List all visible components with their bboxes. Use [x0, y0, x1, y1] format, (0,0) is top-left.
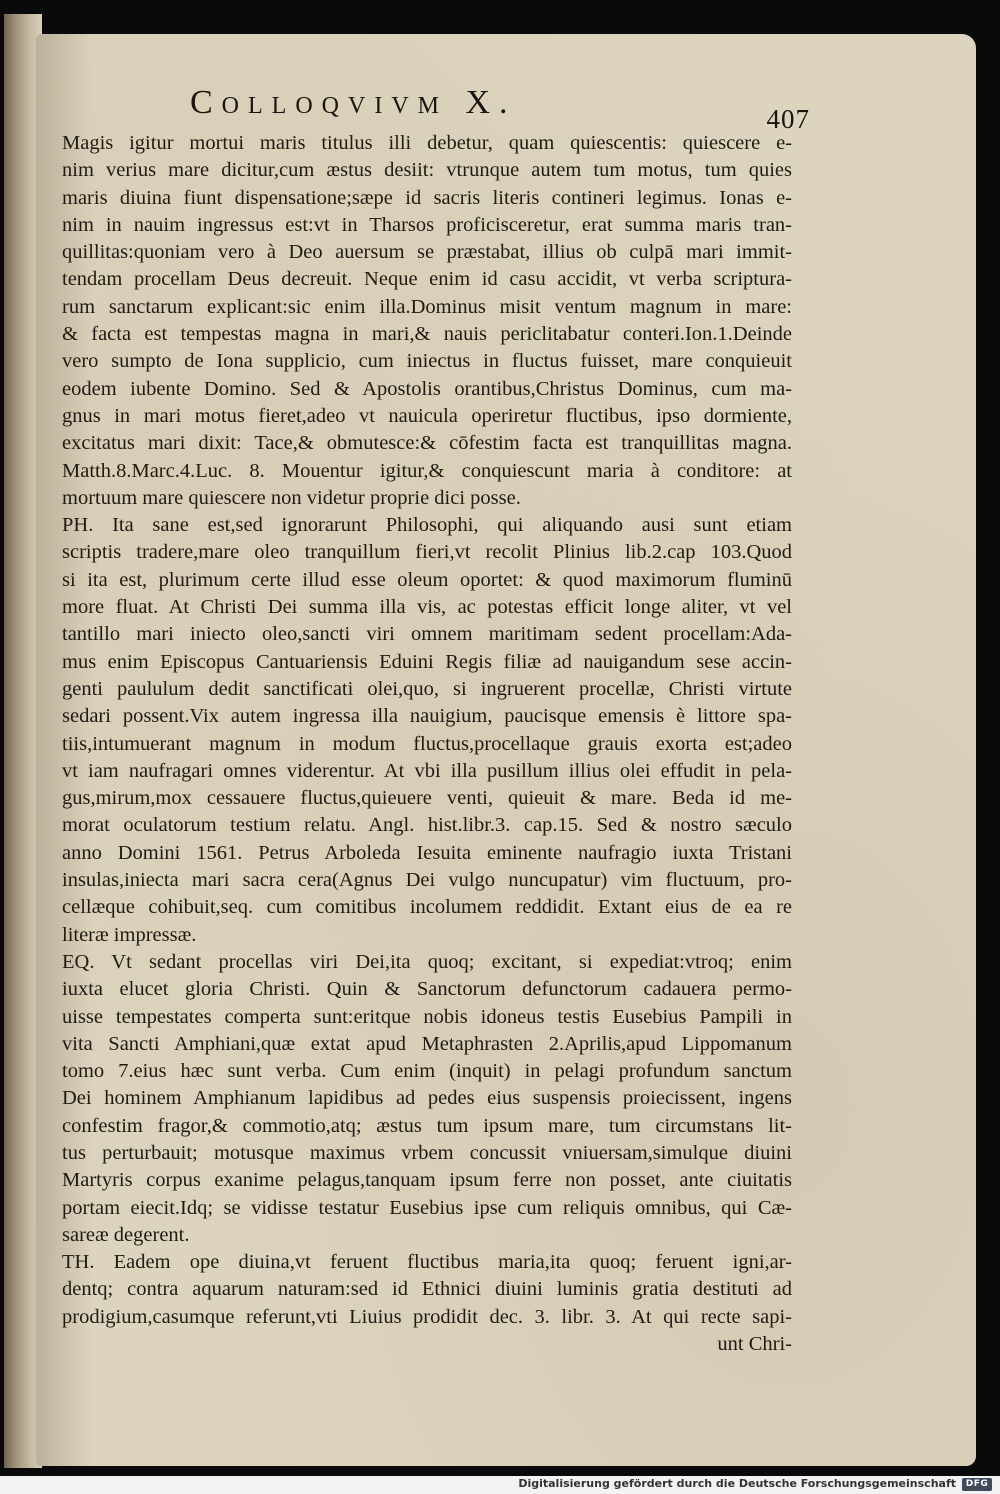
text-line: gus,mirum,mox cessauere fluctus,quieuere venti, quieuit & mare. Beda id me- — [62, 787, 792, 810]
funding-notice: Digitalisierung gefördert durch die Deutsche Forschungsgemeinschaft — [518, 1477, 956, 1490]
text-line: morat oculatorum testium relatu. Angl. hist.libr.3. cap.15. Sed & nostro sæculo — [62, 814, 792, 837]
text-line: vita Sancti Amphiani,quæ extat apud Metaphrasten 2.Aprilis,apud Lippomanum — [62, 1032, 792, 1055]
text-line: tantillo mari iniecto oleo,sancti viri omnem maritimam sedent procellam:Ada- — [62, 623, 792, 646]
page-number: 407 — [766, 104, 810, 134]
running-header: Colloqvivm X. — [190, 84, 517, 121]
text-line: excitatus mari dixit: Tace,& obmutesce:& cōfestim facta est tranquillitas magna. — [62, 432, 792, 455]
text-line: iuxta elucet gloria Christi. Quin & Sanctorum defunctorum cadauera permo- — [62, 978, 792, 1001]
body-text — [62, 130, 792, 1358]
text-line: sareæ degerent. — [62, 1223, 190, 1246]
text-line: tiis,intumuerant magnum in modum fluctus,procellaque grauis exorta est;adeo — [62, 732, 792, 755]
text-line: confestim fragor,& commotio,atq; æstus tum ipsum mare, tum circumstans lit- — [62, 1114, 792, 1137]
text-line: eodem iubente Domino. Sed & Apostolis orantibus,Christus Dominus, cum ma- — [62, 377, 792, 400]
text-line: dentq; contra aquarum naturam:sed id Ethnici diuini luminis gratia destituti ad — [62, 1278, 792, 1301]
text-line: nim verius mare dicitur,cum æstus desiit: vtrunque autem tum motus, tum quies — [62, 159, 792, 182]
text-line: tus perturbauit; motusque maximus vrbem concussit vniuersam,simulque diuini — [62, 1141, 792, 1164]
text-line: tendam procellam Deus decreuit. Neque enim id casu accidit, vt verba scriptura- — [62, 268, 792, 291]
text-line: Matth.8.Marc.4.Luc. 8. Mouentur igitur,& conquiescunt maria à conditore: at — [62, 459, 792, 482]
text-line: nim in nauim ingressus est:vt in Tharsos proficisceretur, erat summa maris tran- — [62, 213, 792, 236]
text-line: cellæque cohibuit,seq. cum comitibus incolumem reddidit. Extant eius de ea re — [62, 896, 792, 919]
text-line: gnus in mari motus fieret,adeo vt nauicula operiretur fluctibus, ipso dormiente, — [62, 404, 792, 427]
text-line: Magis igitur mortui maris titulus illi debetur, quam quiescentis: quiescere e- — [62, 132, 792, 154]
text-line: vt iam naufragari omnes viderentur. At vbi illa pusillum illius olei effudit in pela- — [62, 759, 792, 782]
text-line: vero sumpto de Iona supplicio, cum iniectus in fluctus fuisset, mare conquieuit — [62, 350, 792, 373]
text-line: tomo 7.eius hæc sunt verba. Cum enim (inquit) in pelagi profundum sanctum — [62, 1060, 792, 1083]
text-line: scriptis tradere,mare oleo tranquillum fieri,vt recolit Plinius lib.2.cap 103.Quod — [62, 541, 792, 564]
catchword-line: unt Chri- — [717, 1333, 792, 1356]
text-line: rum sanctarum explicant:sic enim illa.Dominus misit ventum magnum in mare: — [62, 295, 792, 318]
text-line: si ita est, plurimum certe illud esse oleum oportet: & quod maximorum fluminū — [62, 568, 792, 591]
dfg-logo: DFG — [962, 1478, 992, 1491]
text-line: & facta est tempestas magna in mari,& nauis periclitabatur conteri.Ion.1.Deinde — [62, 323, 792, 346]
text-line: more fluat. At Christi Dei summa illa vis, ac potestas efficit longe aliter, vt vel — [62, 596, 792, 619]
text-line: EQ. Vt sedant procellas viri Dei,ita quoq; excitant, si expediat:vtroq; enim — [62, 950, 792, 973]
text-line: portam eiecit.Idq; se vidisse testatur Eusebius ipse cum reliquis omnibus, qui Cæ- — [62, 1196, 792, 1219]
text-line: quillitas:quoniam vero à Deo auersum se præstabat, illius ob culpā mari immit- — [62, 241, 792, 264]
text-line: literæ impressæ. — [62, 923, 197, 946]
text-line: maris diuina fiunt dispensatione;sæpe id sacris literis contineri legimus. Ionas e- — [62, 186, 792, 209]
text-line: Dei hominem Amphianum lapidibus ad pedes eius suspensis proiecissent, ingens — [62, 1087, 792, 1110]
text-line: uisse tempestates comperta sunt:eritque nobis idoneus testis Eusebius Pampili in — [62, 1005, 792, 1028]
text-line: sedari possent.Vix autem ingressa illa nauigium, paucisque emensis è littore spa- — [62, 705, 792, 728]
text-line: prodigium,casumque referunt,vti Liuius prodidit dec. 3. libr. 3. At qui recte sapi- — [62, 1305, 792, 1328]
text-line: Martyris corpus exanime pelagus,tanquam ipsum ferre non posset, ante ciuitatis — [62, 1169, 792, 1192]
text-line: TH. Eadem ope diuina,vt feruent fluctibus maria,ita quoq; feruent igni,ar- — [62, 1251, 792, 1274]
footer-bar — [0, 1476, 1000, 1494]
text-line: mortuum mare quiescere non videtur proprie dici posse. — [62, 486, 521, 509]
text-line: anno Domini 1561. Petrus Arboleda Iesuita eminente naufragio iuxta Tristani — [62, 841, 792, 864]
text-line: mus enim Episcopus Cantuariensis Eduini Regis filiæ ad nauigandum sese accin- — [62, 650, 792, 673]
text-line: PH. Ita sane est,sed ignorarunt Philosophi, qui aliquando ausi sunt etiam — [62, 514, 792, 537]
text-line: genti paululum dedit sanctificati olei,quo, si ingruerent procellæ, Christi virtute — [62, 677, 792, 700]
text-line: insulas,iniecta mari sacra cera(Agnus Dei vulgo nuncupatur) vim fluctuum, pro- — [62, 869, 792, 892]
